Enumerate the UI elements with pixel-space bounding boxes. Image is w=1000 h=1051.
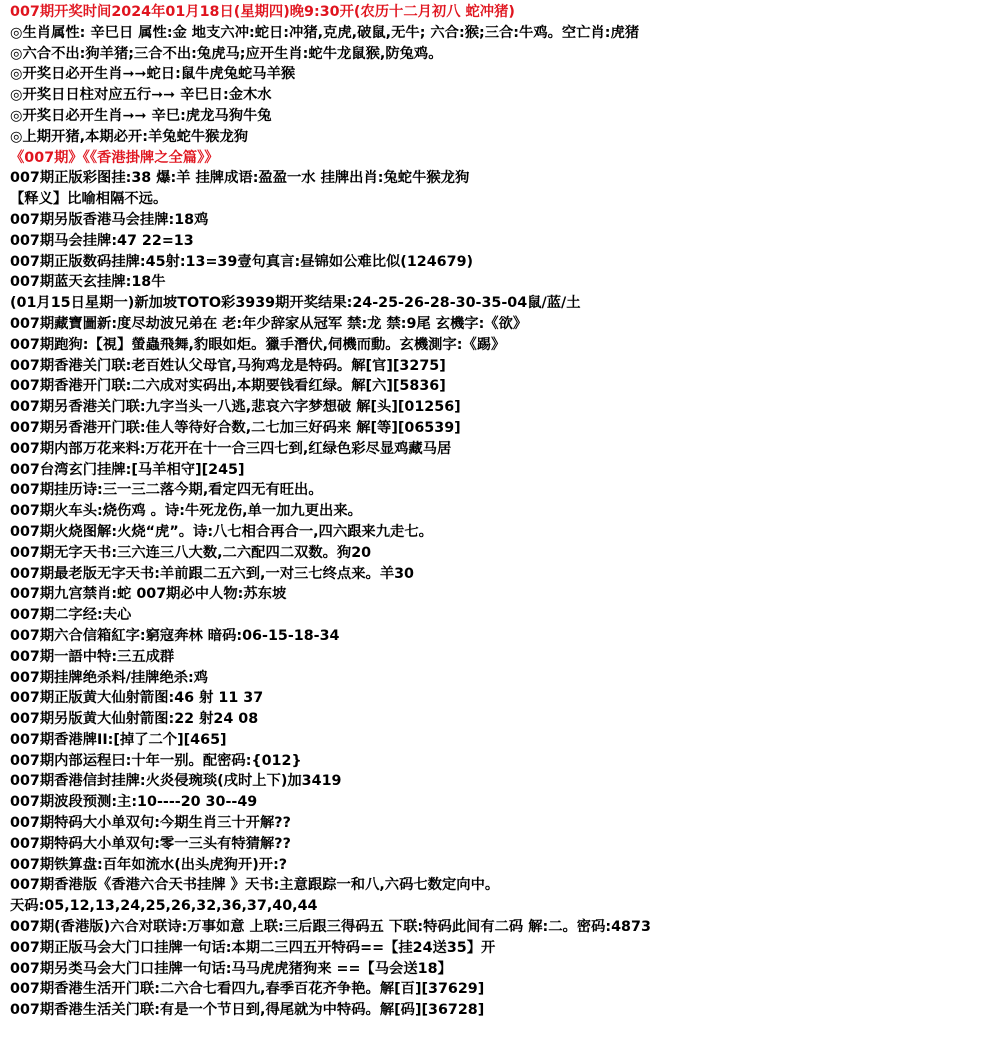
text-line: 007期内部万花来料:万花开在十一合三四七到,红绿色彩尽显鸡藏马居 (10, 440, 452, 457)
text-line: ◎开奖日必开生肖➞➞蛇日:鼠牛虎兔蛇马羊猴 (10, 66, 296, 83)
text-line: 007期另版黄大仙射箭图:22 射24 08 (10, 711, 259, 728)
text-line: 007期火车头:烧伤鸡 。诗:牛死龙伤,单一加九更出来。 (10, 503, 362, 520)
text-line: 007期二字经:夫心 (10, 607, 132, 624)
text-line: 007期一語中特:三五成群 (10, 648, 175, 665)
text-line: ◎六合不出:狗羊猪;三合不出:兔虎马;应开生肖:蛇牛龙鼠猴,防兔鸡。 (10, 45, 443, 62)
text-line: 007期蓝天玄挂牌:18牛 (10, 274, 166, 291)
text-line: 《007期》《《香港掛牌之全篇》》 (10, 149, 219, 166)
text-line: 007期九宫禁肖:蛇 007期必中人物:苏东坡 (10, 586, 287, 603)
text-line: 007期跑狗:【視】螢蟲飛舞,豹眼如炬。獵手潛伏,伺機而動。玄機測字:《踢》 (10, 336, 506, 353)
text-line: 007期特码大小单双句:今期生肖三十开解?? (10, 815, 291, 832)
text-line: 007期马会挂牌:47 22=13 (10, 232, 194, 249)
text-line: ◎开奖日必开生肖➞➞ 辛巳:虎龙马狗牛兔 (10, 107, 272, 124)
text-line: 007期正版马会大门口挂牌一句话:本期二三四五开特码==【挂24送35】开 (10, 939, 496, 956)
text-line: 007期无字天书:三六连三八大数,二六配四二双数。狗20 (10, 544, 372, 561)
text-line: ◎开奖日日柱对应五行➞➞ 辛巳日:金木水 (10, 87, 272, 104)
text-line: 007期正版黄大仙射箭图:46 射 11 37 (10, 690, 264, 707)
text-line: 007期铁算盘:百年如流水(出头虎狗开)开:? (10, 856, 288, 873)
text-line: 007期最老版无字天书:羊前跟二五六到,一对三七终点来。羊30 (10, 565, 415, 582)
text-line: 007期香港信封挂牌:火炎侵琬琰(戌时上下)加3419 (10, 773, 342, 790)
text-line: 007期另香港关门联:九字当头一八逃,悲哀六字梦想破 解[头][01256] (10, 399, 461, 416)
text-line: 007期香港生活开门联:二六合七看四九,春季百花齐争艳。解[百][37629] (10, 981, 485, 998)
text-line: 007期(香港版)六合对联诗:万事如意 上联:三后跟三得码五 下联:特码此间有二码 解:二。密码:4873 (10, 919, 651, 936)
text-line: 007期特码大小单双句:零一三头有特猜解?? (10, 835, 291, 852)
text-line: 007期挂牌绝杀料/挂牌绝杀:鸡 (10, 669, 209, 686)
text-line: 007期另香港开门联:佳人等待好合数,二七加三好码来 解[等][06539] (10, 419, 461, 436)
text-line: 007期另类马会大门口挂牌一句话:马马虎虎猪狗来 ==【马会送18】 (10, 960, 452, 977)
text-line: 007期香港生活关门联:有是一个节日到,得尾就为中特码。解[码][36728] (10, 1002, 485, 1019)
text-line: 007期内部运程曰:十年一别。配密码:{012} (10, 752, 302, 769)
text-line: 007期开奖时间2024年01月18日(星期四)晚9:30开(农历十二月初八 蛇冲猪) (10, 4, 515, 20)
text-line: 007期香港牌II:[掉了二个][465] (10, 731, 227, 748)
text-line: 天码:05,12,13,24,25,26,32,36,37,40,44 (10, 898, 318, 915)
text-line: 007期正版数码挂牌:45射:13=39壹句真言:昼锦如公难比似(124679) (10, 253, 474, 270)
text-line: ◎上期开猪,本期必开:羊兔蛇牛猴龙狗 (10, 128, 249, 145)
text-line: 007期挂历诗:三一三二落今期,看定四无有旺出。 (10, 482, 323, 499)
text-line: 007期香港开门联:二六成对实码出,本期要钱看红绿。解[六][5836] (10, 378, 446, 395)
text-line: 007期藏寶圖新:度尽劫波兄弟在 老:年少辞家从冠军 禁:龙 禁:9尾 玄機字:《欲》 (10, 315, 528, 332)
text-line: 007期香港关门联:老百姓认父母官,马狗鸡龙是特码。解[官][3275] (10, 357, 446, 374)
text-line: 007期另版香港马会挂牌:18鸡 (10, 211, 209, 228)
text-line: 【释义】比喻相隔不远。 (10, 191, 168, 208)
text-line: (01月15日星期一)新加坡TOTO彩3939期开奖结果:24-25-26-28-30-35-04鼠/蓝/土 (10, 295, 581, 312)
text-line: 007期六合信箱紅字:窮寇奔林 暗码:06-15-18-34 (10, 627, 340, 644)
text-line: 007台湾玄门挂牌:[马羊相守][245] (10, 461, 245, 478)
text-line: 007期火烧图解:火烧“虎”。诗:八七相合再合一,四六跟来九走七。 (10, 523, 433, 540)
text-line: 007期波段预测:主:10----20 30--49 (10, 794, 258, 811)
text-line: ◎生肖属性: 辛巳日 属性:金 地支六冲:蛇日:冲猪,克虎,破鼠,无牛; 六合:猴;三合:牛鸡。空亡肖:虎猪 (10, 24, 640, 41)
text-line: 007期正版彩图挂:38 爆:羊 挂牌成语:盈盈一水 挂牌出肖:兔蛇牛猴龙狗 (10, 170, 470, 187)
text-line: 007期香港版《香港六合天书挂牌 》天书:主意跟踪一和八,六码七数定向中。 (10, 877, 500, 894)
